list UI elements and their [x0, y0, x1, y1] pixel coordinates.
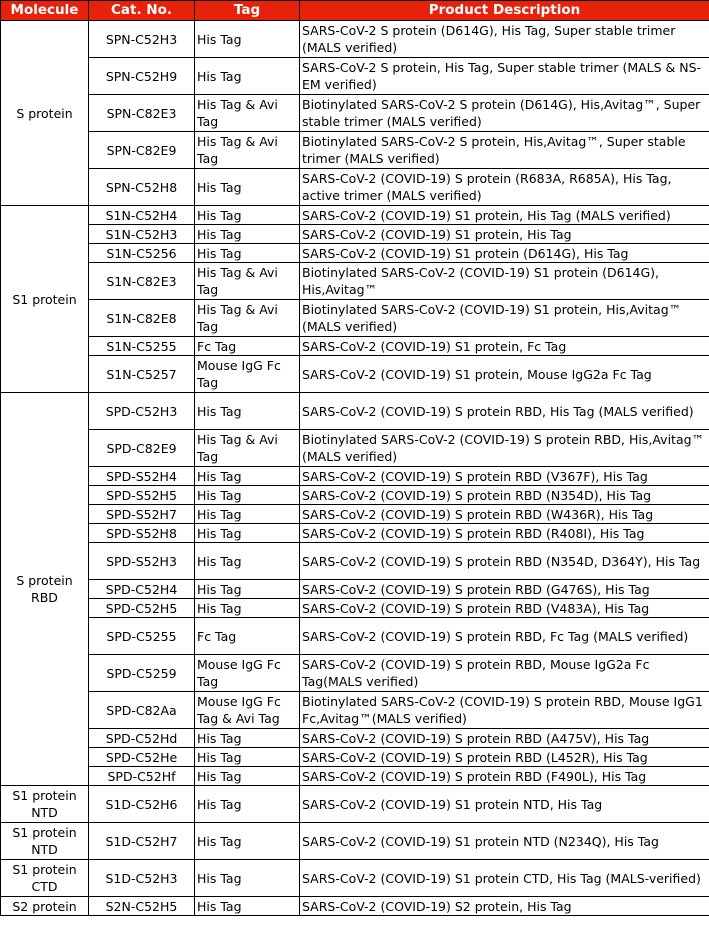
cat-no-cell: SPN-C52H3: [89, 21, 195, 58]
molecule-cell: S2 protein: [1, 897, 89, 916]
description-cell: SARS-CoV-2 (COVID-19) S protein RBD (F490L), His Tag: [300, 767, 709, 786]
molecule-cell: S protein RBD: [1, 393, 89, 786]
tag-cell: His Tag: [195, 897, 300, 916]
table-row: [1, 505, 709, 524]
header-row: [1, 1, 709, 21]
description-cell: SARS-CoV-2 (COVID-19) S protein (R683A, R685A), His Tag, active trimer (MALS verified): [300, 169, 709, 206]
table-row: [1, 599, 709, 618]
description-cell: SARS-CoV-2 (COVID-19) S1 protein CTD, His Tag (MALS-verified): [300, 860, 709, 897]
tag-cell: Mouse IgG Fc Tag & Avi Tag: [195, 692, 300, 729]
table-row: [1, 486, 709, 505]
table-row: [1, 244, 709, 263]
molecule-cell: S protein: [1, 21, 89, 206]
table-row: [1, 897, 709, 916]
table-row: [1, 467, 709, 486]
table-row: [1, 580, 709, 599]
cat-no-cell: S1N-C5256: [89, 244, 195, 263]
description-cell: Biotinylated SARS-CoV-2 S protein (D614G), His,Avitag™, Super stable trimer (MALS verified): [300, 95, 709, 132]
table-row: [1, 860, 709, 897]
description-cell: SARS-CoV-2 (COVID-19) S1 protein, His Tag (MALS verified): [300, 206, 709, 225]
description-cell: SARS-CoV-2 (COVID-19) S1 protein, His Tag: [300, 225, 709, 244]
molecule-cell: S1 protein NTD: [1, 823, 89, 860]
table-row: [1, 618, 709, 655]
table-row: [1, 655, 709, 692]
description-cell: SARS-CoV-2 (COVID-19) S protein RBD (A475V), His Tag: [300, 729, 709, 748]
cat-no-cell: SPN-C52H8: [89, 169, 195, 206]
description-cell: SARS-CoV-2 (COVID-19) S protein RBD (W436R), His Tag: [300, 505, 709, 524]
tag-cell: His Tag: [195, 467, 300, 486]
cat-no-cell: S1N-C5255: [89, 337, 195, 356]
table-row: [1, 748, 709, 767]
tag-cell: His Tag: [195, 599, 300, 618]
table-row: [1, 692, 709, 729]
cat-no-cell: SPD-C52Hf: [89, 767, 195, 786]
table-row: [1, 337, 709, 356]
cat-no-cell: SPD-C52He: [89, 748, 195, 767]
tag-cell: His Tag: [195, 486, 300, 505]
description-cell: SARS-CoV-2 (COVID-19) S protein RBD (V367F), His Tag: [300, 467, 709, 486]
description-cell: SARS-CoV-2 (COVID-19) S1 protein (D614G), His Tag: [300, 244, 709, 263]
tag-cell: His Tag: [195, 543, 300, 580]
description-cell: SARS-CoV-2 (COVID-19) S protein RBD (L452R), His Tag: [300, 748, 709, 767]
tag-cell: His Tag: [195, 206, 300, 225]
molecule-cell: S1 protein NTD: [1, 786, 89, 823]
cat-no-cell: SPD-C52H4: [89, 580, 195, 599]
tag-cell: His Tag: [195, 823, 300, 860]
cat-no-cell: SPD-S52H3: [89, 543, 195, 580]
table-row: [1, 543, 709, 580]
description-cell: SARS-CoV-2 (COVID-19) S protein RBD (R408I), His Tag: [300, 524, 709, 543]
tag-cell: His Tag: [195, 860, 300, 897]
tag-cell: His Tag: [195, 244, 300, 263]
cat-no-cell: SPD-C5259: [89, 655, 195, 692]
tag-cell: His Tag: [195, 58, 300, 95]
cat-no-cell: SPD-C52Hd: [89, 729, 195, 748]
cat-no-cell: S1D-C52H6: [89, 786, 195, 823]
table-row: [1, 169, 709, 206]
cat-no-cell: SPN-C82E3: [89, 95, 195, 132]
tag-cell: His Tag & Avi Tag: [195, 95, 300, 132]
description-cell: SARS-CoV-2 (COVID-19) S protein RBD (G476S), His Tag: [300, 580, 709, 599]
description-cell: SARS-CoV-2 (COVID-19) S protein RBD (N354D, D364Y), His Tag: [300, 543, 709, 580]
table-row: [1, 225, 709, 244]
description-cell: Biotinylated SARS-CoV-2 (COVID-19) S1 protein (D614G), His,Avitag™: [300, 263, 709, 300]
description-cell: Biotinylated SARS-CoV-2 (COVID-19) S protein RBD, Mouse IgG1 Fc,Avitag™(MALS verified): [300, 692, 709, 729]
cat-no-cell: SPN-C52H9: [89, 58, 195, 95]
tag-cell: His Tag: [195, 580, 300, 599]
cat-no-cell: S1D-C52H7: [89, 823, 195, 860]
table-row: [1, 132, 709, 169]
table-row: [1, 21, 709, 58]
molecule-cell: S1 protein CTD: [1, 860, 89, 897]
description-cell: SARS-CoV-2 (COVID-19) S protein RBD, Mouse IgG2a Fc Tag(MALS verified): [300, 655, 709, 692]
cat-no-cell: SPD-C82E9: [89, 430, 195, 467]
header-molecule: Molecule: [1, 1, 89, 21]
tag-cell: Fc Tag: [195, 618, 300, 655]
table-row: [1, 823, 709, 860]
cat-no-cell: S1N-C82E8: [89, 300, 195, 337]
tag-cell: His Tag: [195, 21, 300, 58]
cat-no-cell: S2N-C52H5: [89, 897, 195, 916]
cat-no-cell: SPD-C52H3: [89, 393, 195, 430]
cat-no-cell: S1D-C52H3: [89, 860, 195, 897]
tag-cell: Mouse IgG Fc Tag: [195, 655, 300, 692]
table-row: [1, 356, 709, 393]
description-cell: SARS-CoV-2 (COVID-19) S1 protein NTD (N234Q), His Tag: [300, 823, 709, 860]
table-row: [1, 393, 709, 430]
table-row: [1, 95, 709, 132]
molecule-cell: S1 protein: [1, 206, 89, 393]
cat-no-cell: SPD-S52H4: [89, 467, 195, 486]
cat-no-cell: SPD-S52H5: [89, 486, 195, 505]
description-cell: Biotinylated SARS-CoV-2 S protein, His,Avitag™, Super stable trimer (MALS verified): [300, 132, 709, 169]
cat-no-cell: S1N-C82E3: [89, 263, 195, 300]
description-cell: Biotinylated SARS-CoV-2 (COVID-19) S1 protein, His,Avitag™ (MALS verified): [300, 300, 709, 337]
description-cell: SARS-CoV-2 (COVID-19) S1 protein, Fc Tag: [300, 337, 709, 356]
tag-cell: His Tag & Avi Tag: [195, 263, 300, 300]
description-cell: SARS-CoV-2 (COVID-19) S protein RBD (N354D), His Tag: [300, 486, 709, 505]
cat-no-cell: SPN-C82E9: [89, 132, 195, 169]
table-row: [1, 430, 709, 467]
tag-cell: His Tag: [195, 505, 300, 524]
tag-cell: His Tag: [195, 729, 300, 748]
table-body: [1, 21, 709, 916]
tag-cell: His Tag: [195, 748, 300, 767]
table-row: [1, 263, 709, 300]
cat-no-cell: SPD-C5255: [89, 618, 195, 655]
tag-cell: His Tag & Avi Tag: [195, 430, 300, 467]
tag-cell: His Tag: [195, 767, 300, 786]
description-cell: SARS-CoV-2 S protein (D614G), His Tag, Super stable trimer (MALS verified): [300, 21, 709, 58]
tag-cell: Mouse IgG Fc Tag: [195, 356, 300, 393]
table-row: [1, 786, 709, 823]
cat-no-cell: SPD-C82Aa: [89, 692, 195, 729]
cat-no-cell: S1N-C5257: [89, 356, 195, 393]
tag-cell: His Tag & Avi Tag: [195, 132, 300, 169]
tag-cell: His Tag: [195, 786, 300, 823]
cat-no-cell: S1N-C52H3: [89, 225, 195, 244]
tag-cell: Fc Tag: [195, 337, 300, 356]
cat-no-cell: S1N-C52H4: [89, 206, 195, 225]
table-row: [1, 206, 709, 225]
description-cell: SARS-CoV-2 S protein, His Tag, Super stable trimer (MALS & NS-EM verified): [300, 58, 709, 95]
cat-no-cell: SPD-S52H7: [89, 505, 195, 524]
cat-no-cell: SPD-S52H8: [89, 524, 195, 543]
cat-no-cell: SPD-C52H5: [89, 599, 195, 618]
table-row: [1, 58, 709, 95]
table-row: [1, 767, 709, 786]
table-row: [1, 524, 709, 543]
tag-cell: His Tag & Avi Tag: [195, 300, 300, 337]
tag-cell: His Tag: [195, 524, 300, 543]
description-cell: SARS-CoV-2 (COVID-19) S protein RBD, Fc Tag (MALS verified): [300, 618, 709, 655]
description-cell: SARS-CoV-2 (COVID-19) S1 protein, Mouse IgG2a Fc Tag: [300, 356, 709, 393]
description-cell: SARS-CoV-2 (COVID-19) S1 protein NTD, His Tag: [300, 786, 709, 823]
header-cat-no: Cat. No.: [89, 1, 195, 21]
tag-cell: His Tag: [195, 225, 300, 244]
table-row: [1, 729, 709, 748]
table-row: [1, 300, 709, 337]
description-cell: Biotinylated SARS-CoV-2 (COVID-19) S protein RBD, His,Avitag™ (MALS verified): [300, 430, 709, 467]
tag-cell: His Tag: [195, 393, 300, 430]
tag-cell: His Tag: [195, 169, 300, 206]
description-cell: SARS-CoV-2 (COVID-19) S protein RBD (V483A), His Tag: [300, 599, 709, 618]
description-cell: SARS-CoV-2 (COVID-19) S protein RBD, His Tag (MALS verified): [300, 393, 709, 430]
header-tag: Tag: [195, 1, 300, 21]
header-description: Product Description: [300, 1, 709, 21]
description-cell: SARS-CoV-2 (COVID-19) S2 protein, His Tag: [300, 897, 709, 916]
